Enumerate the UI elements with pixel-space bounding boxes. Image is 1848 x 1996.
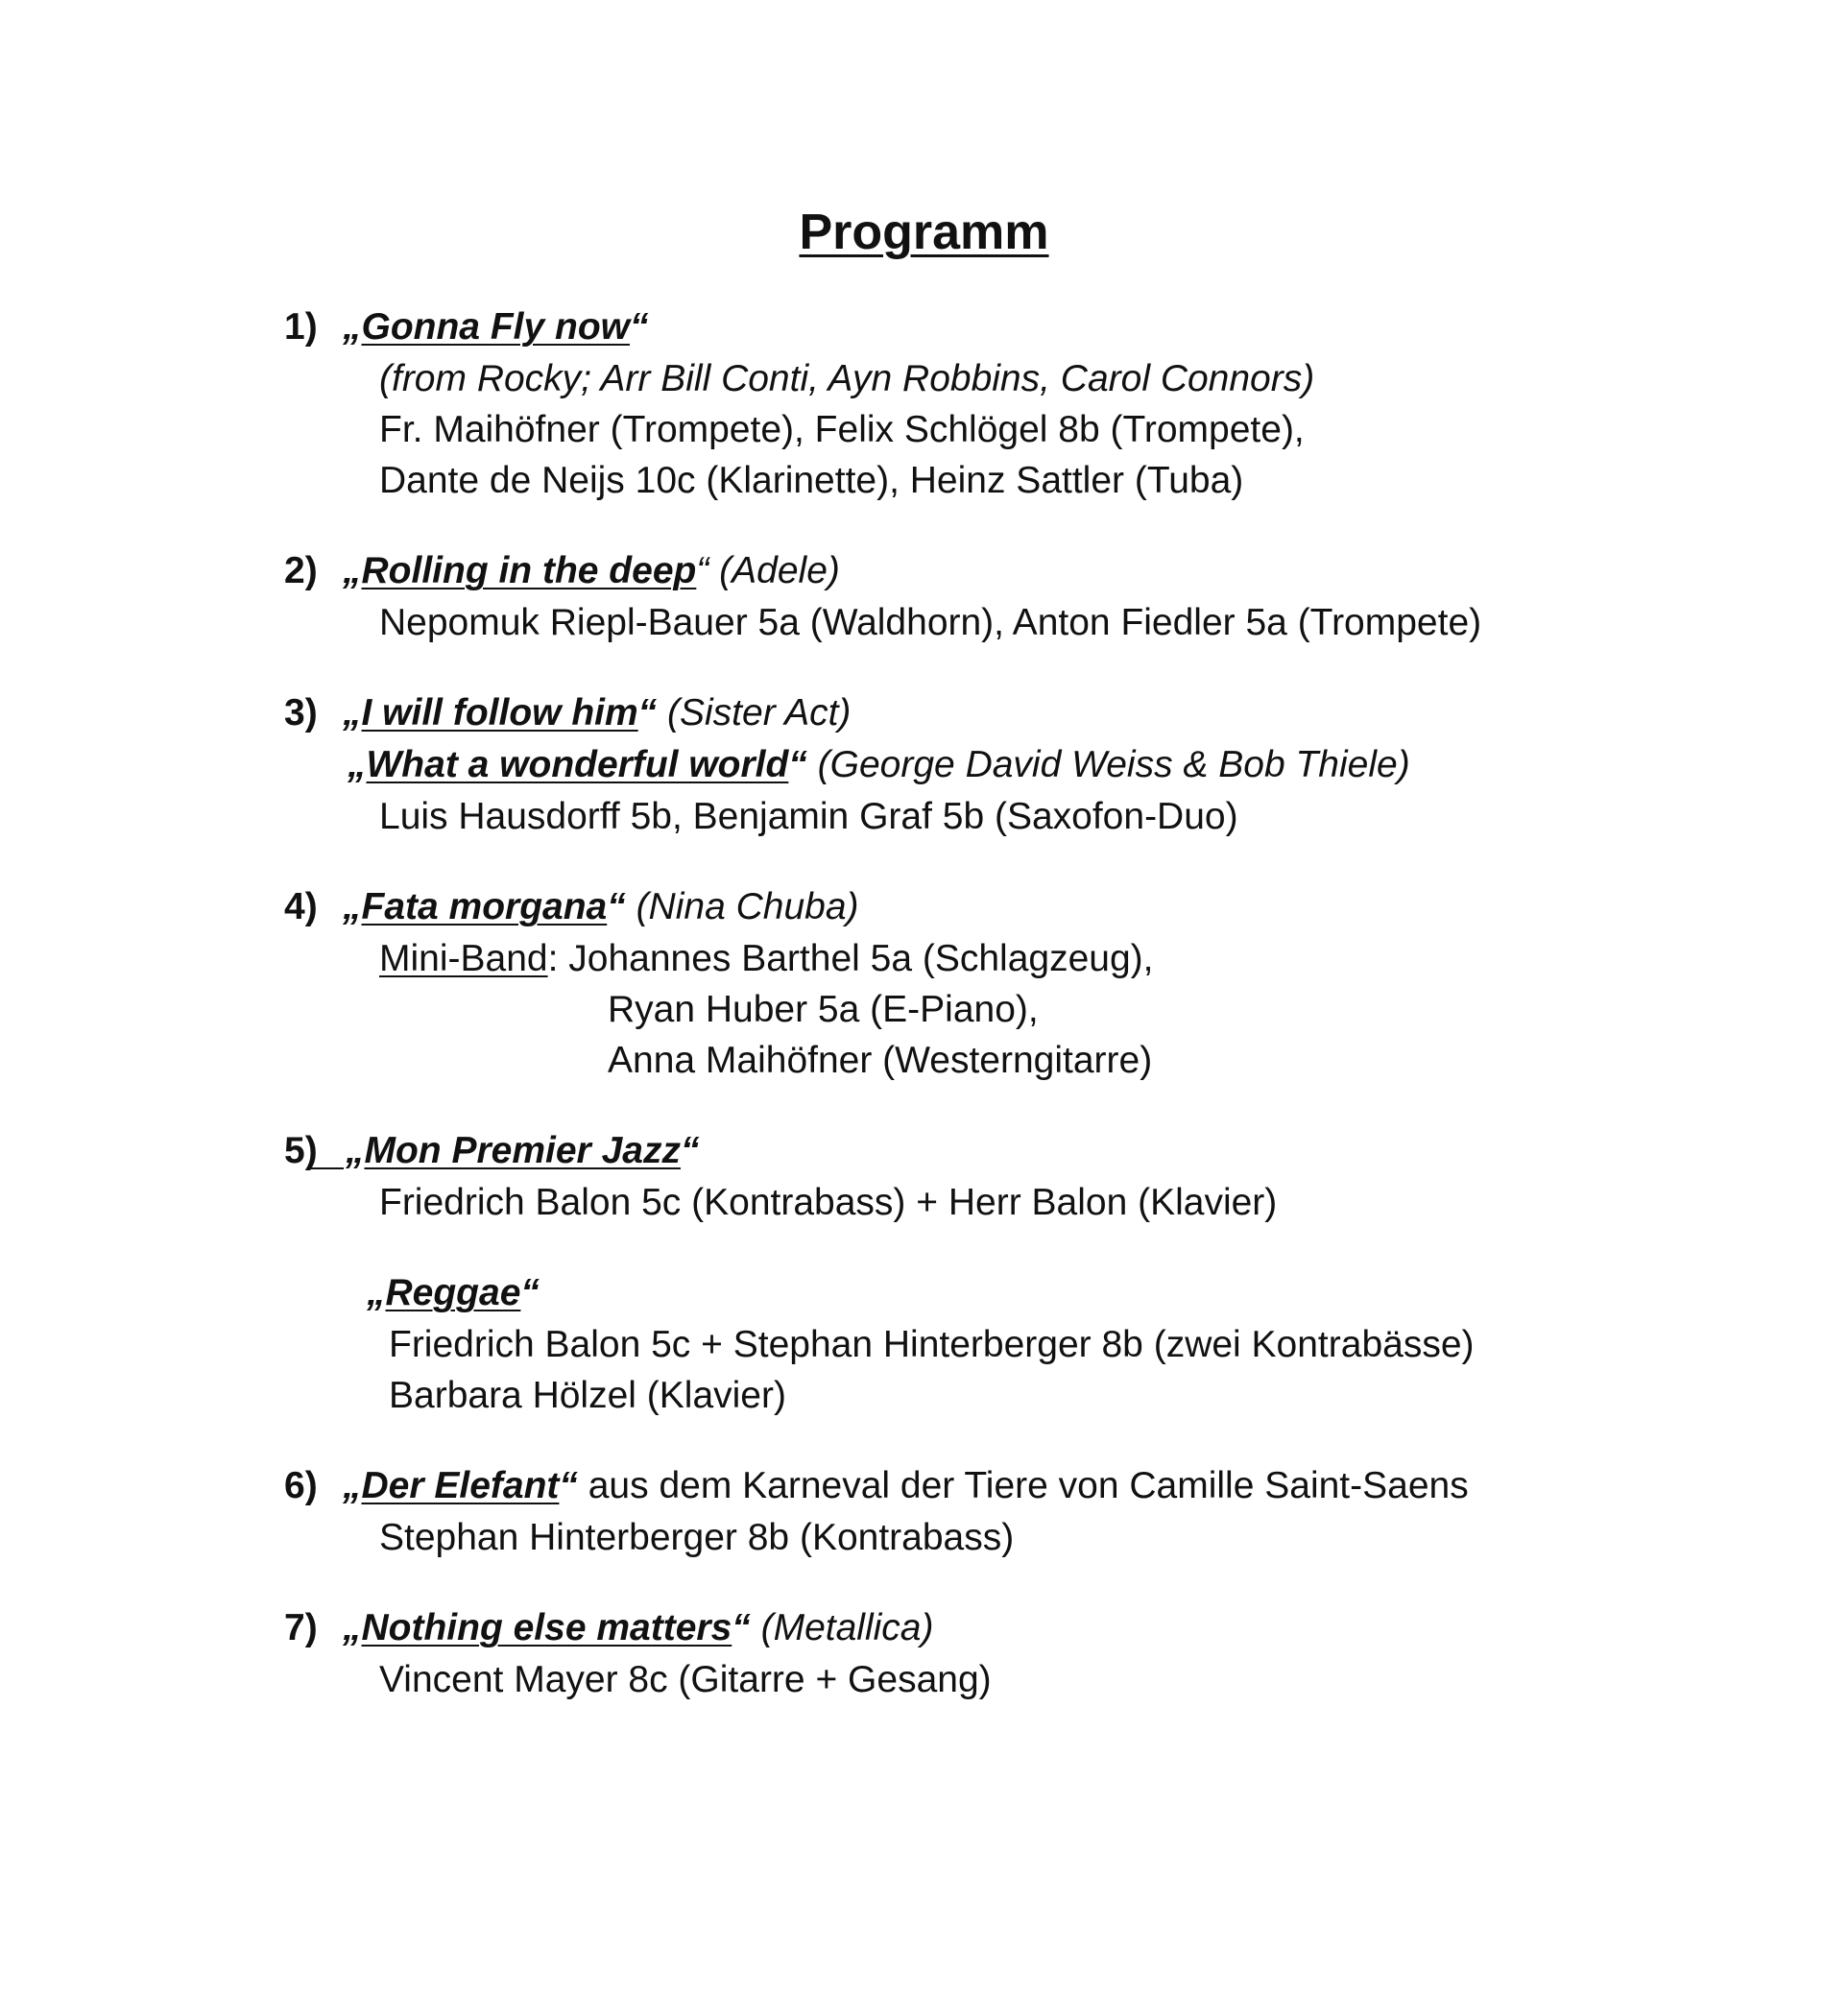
song-title: „Nothing else matters“ (Metallica) xyxy=(343,1607,934,1648)
song-title: „Der Elefant“ aus dem Karneval der Tiere von Camille Saint-Saens xyxy=(343,1465,1469,1506)
band-label: Mini-Band xyxy=(379,938,548,979)
performer-line: Stephan Hinterberger 8b (Kontrabass) xyxy=(379,1517,1015,1558)
song-title: „Gonna Fly now“ xyxy=(343,306,649,348)
performer-line: Nepomuk Riepl-Bauer 5a (Waldhorn), Anton Fiedler 5a (Trompete) xyxy=(379,602,1482,643)
performer-line: Luis Hausdorff 5b, Benjamin Graf 5b (Saxofon-Duo) xyxy=(379,796,1238,837)
page-title: Programm xyxy=(799,204,1049,260)
song-title: „Mon Premier Jazz“ xyxy=(346,1130,700,1171)
performer-line: Dante de Neijs 10c (Klarinette), Heinz Sattler (Tuba) xyxy=(379,460,1244,501)
item-number: 7) xyxy=(284,1607,318,1648)
item-number: 6) xyxy=(284,1465,318,1506)
item-number: 2) xyxy=(284,550,318,591)
performer-line: Fr. Maihöfner (Trompete), Felix Schlögel 8b (Trompete), xyxy=(379,409,1305,450)
song-title: „I will follow him“ (Sister Act) xyxy=(343,692,852,733)
song-title: „What a wonderful world“ (George David Weiss & Bob Thiele) xyxy=(348,744,1410,785)
song-title: „Rolling in the deep“ (Adele) xyxy=(343,550,840,591)
song-title: „Fata morgana“ (Nina Chuba) xyxy=(343,886,859,927)
performer-line: Ryan Huber 5a (E-Piano), xyxy=(608,989,1039,1030)
performer-line: Barbara Hölzel (Klavier) xyxy=(389,1375,786,1416)
arrangement-note: (from Rocky; Arr Bill Conti, Ayn Robbins, Carol Connors) xyxy=(379,358,1315,399)
performer-line: Anna Maihöfner (Westerngitarre) xyxy=(608,1040,1153,1081)
item-number: 5) xyxy=(284,1130,318,1171)
item-number: 4) xyxy=(284,886,318,927)
band-line: Mini-Band: Johannes Barthel 5a (Schlagzeug), xyxy=(379,938,1154,979)
underline-divider xyxy=(307,1129,344,1169)
performer-line: Vincent Mayer 8c (Gitarre + Gesang) xyxy=(379,1659,992,1700)
item-number: 1) xyxy=(284,306,318,348)
item-number: 3) xyxy=(284,692,318,733)
performer-line: Friedrich Balon 5c + Stephan Hinterberger 8b (zwei Kontrabässe) xyxy=(389,1324,1475,1365)
song-title: „Reggae“ xyxy=(367,1272,540,1313)
performer-line: Friedrich Balon 5c (Kontrabass) + Herr Balon (Klavier) xyxy=(379,1182,1278,1223)
